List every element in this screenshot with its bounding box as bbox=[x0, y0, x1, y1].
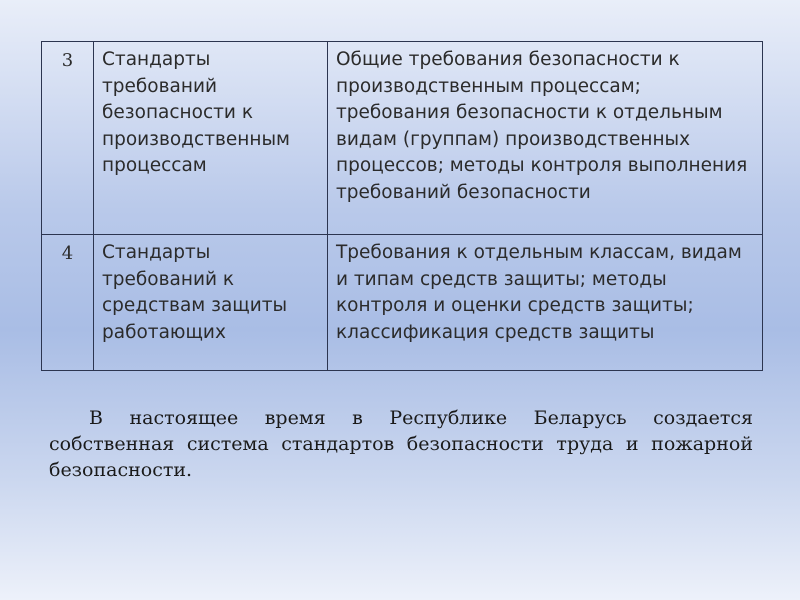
row-number: 4 bbox=[42, 235, 94, 371]
table-row bbox=[42, 235, 763, 371]
standard-content-cell: Общие требования безопасности к производственным процессам; требования безопасности к отдельным видам (группам) производственных процессов; методы контроля выполнения требований безопасности bbox=[328, 42, 763, 235]
standard-name-cell: Стандарты требований к средствам защиты работающих bbox=[94, 235, 328, 371]
row-number: 3 bbox=[42, 42, 94, 235]
standards-table-container bbox=[41, 41, 763, 371]
standard-content-cell: Требования к отдельным классам, видам и типам средств защиты; методы контроля и оценки средств защиты; классификация средств защиты bbox=[328, 235, 763, 371]
table-row bbox=[42, 42, 763, 235]
standard-name-cell: Стандарты требований безопасности к производственным процессам bbox=[94, 42, 328, 235]
standards-table bbox=[41, 41, 763, 371]
body-paragraph: В настоящее время в Республике Беларусь создается собственная система стандартов безопасности труда и пожарной безопасности. bbox=[49, 407, 753, 481]
